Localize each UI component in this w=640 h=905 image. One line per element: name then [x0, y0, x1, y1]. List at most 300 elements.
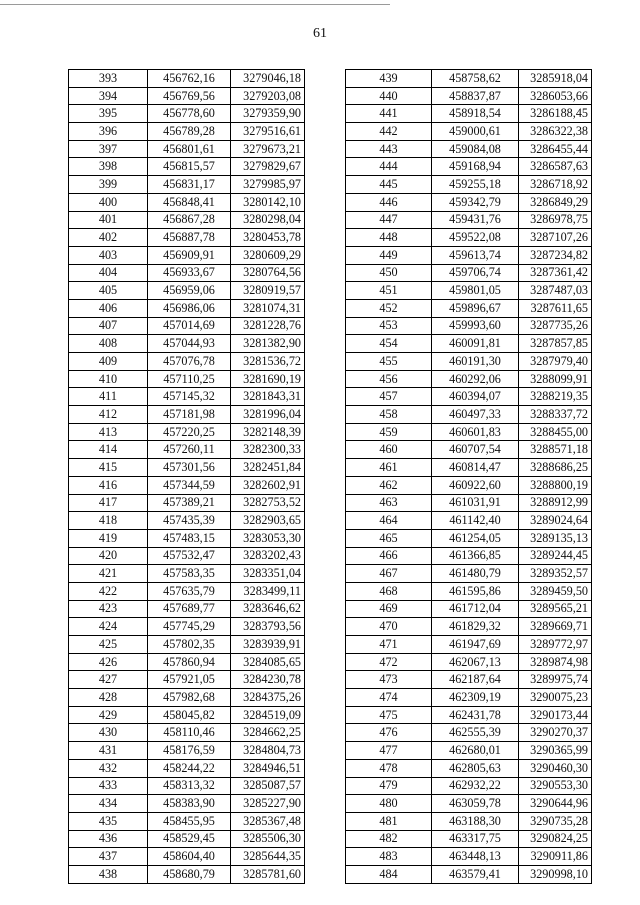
table-row [69, 476, 305, 494]
y-coordinate-cell: 3284946,51 [231, 759, 305, 777]
y-coordinate-cell: 3282148,39 [231, 423, 305, 441]
table-row [346, 335, 592, 353]
point-number-cell: 435 [69, 812, 148, 830]
point-number-cell: 410 [69, 370, 148, 388]
point-number-cell: 408 [69, 335, 148, 353]
point-number-cell: 478 [346, 759, 432, 777]
point-number-cell: 465 [346, 529, 432, 547]
x-coordinate-cell: 457389,21 [148, 494, 231, 512]
table-row [346, 140, 592, 158]
y-coordinate-cell: 3290824,25 [519, 830, 592, 848]
point-number-cell: 432 [69, 759, 148, 777]
x-coordinate-cell: 459801,05 [432, 282, 519, 300]
point-number-cell: 475 [346, 706, 432, 724]
table-row [346, 830, 592, 848]
y-coordinate-cell: 3284230,78 [231, 671, 305, 689]
point-number-cell: 446 [346, 193, 432, 211]
y-coordinate-cell: 3290553,30 [519, 777, 592, 795]
point-number-cell: 397 [69, 140, 148, 158]
x-coordinate-cell: 459342,79 [432, 193, 519, 211]
point-number-cell: 469 [346, 600, 432, 618]
x-coordinate-cell: 457110,25 [148, 370, 231, 388]
table-row [69, 282, 305, 300]
point-number-cell: 399 [69, 176, 148, 194]
table-row [69, 317, 305, 335]
x-coordinate-cell: 459168,94 [432, 158, 519, 176]
coordinate-table-right [345, 69, 592, 884]
point-number-cell: 457 [346, 388, 432, 406]
x-coordinate-cell: 457921,05 [148, 671, 231, 689]
point-number-cell: 466 [346, 547, 432, 565]
y-coordinate-cell: 3285227,90 [231, 795, 305, 813]
y-coordinate-cell: 3290173,44 [519, 706, 592, 724]
x-coordinate-cell: 463188,30 [432, 812, 519, 830]
y-coordinate-cell: 3287857,85 [519, 335, 592, 353]
table-row [346, 494, 592, 512]
point-number-cell: 409 [69, 353, 148, 371]
y-coordinate-cell: 3289244,45 [519, 547, 592, 565]
y-coordinate-cell: 3290075,23 [519, 689, 592, 707]
table-row [69, 388, 305, 406]
x-coordinate-cell: 459522,08 [432, 229, 519, 247]
table-row [69, 246, 305, 264]
y-coordinate-cell: 3289565,21 [519, 600, 592, 618]
y-coordinate-cell: 3285644,35 [231, 848, 305, 866]
table-row [346, 759, 592, 777]
table-row [69, 441, 305, 459]
y-coordinate-cell: 3288337,72 [519, 406, 592, 424]
y-coordinate-cell: 3283351,04 [231, 565, 305, 583]
table-row [69, 759, 305, 777]
table-row [69, 582, 305, 600]
point-number-cell: 451 [346, 282, 432, 300]
table-row [69, 299, 305, 317]
point-number-cell: 459 [346, 423, 432, 441]
table-row [69, 406, 305, 424]
point-number-cell: 417 [69, 494, 148, 512]
table-row [346, 193, 592, 211]
x-coordinate-cell: 457802,35 [148, 636, 231, 654]
y-coordinate-cell: 3280919,57 [231, 282, 305, 300]
y-coordinate-cell: 3280764,56 [231, 264, 305, 282]
x-coordinate-cell: 458604,40 [148, 848, 231, 866]
x-coordinate-cell: 461712,04 [432, 600, 519, 618]
table-row [346, 459, 592, 477]
y-coordinate-cell: 3281382,90 [231, 335, 305, 353]
x-coordinate-cell: 456933,67 [148, 264, 231, 282]
x-coordinate-cell: 457860,94 [148, 653, 231, 671]
x-coordinate-cell: 460394,07 [432, 388, 519, 406]
point-number-cell: 402 [69, 229, 148, 247]
table-row [346, 742, 592, 760]
point-number-cell: 398 [69, 158, 148, 176]
table-row [346, 370, 592, 388]
table-row [69, 724, 305, 742]
x-coordinate-cell: 456762,16 [148, 70, 231, 88]
y-coordinate-cell: 3282903,65 [231, 512, 305, 530]
table-row [346, 317, 592, 335]
table-row [346, 282, 592, 300]
point-number-cell: 476 [346, 724, 432, 742]
point-number-cell: 421 [69, 565, 148, 583]
point-number-cell: 425 [69, 636, 148, 654]
table-row [346, 600, 592, 618]
table-row [346, 123, 592, 141]
table-row [69, 87, 305, 105]
x-coordinate-cell: 457260,11 [148, 441, 231, 459]
point-number-cell: 463 [346, 494, 432, 512]
y-coordinate-cell: 3285918,04 [519, 70, 592, 88]
point-number-cell: 423 [69, 600, 148, 618]
point-number-cell: 407 [69, 317, 148, 335]
point-number-cell: 483 [346, 848, 432, 866]
y-coordinate-cell: 3284804,73 [231, 742, 305, 760]
x-coordinate-cell: 456815,57 [148, 158, 231, 176]
point-number-cell: 447 [346, 211, 432, 229]
x-coordinate-cell: 461480,79 [432, 565, 519, 583]
x-coordinate-cell: 456778,60 [148, 105, 231, 123]
point-number-cell: 454 [346, 335, 432, 353]
x-coordinate-cell: 456909,91 [148, 246, 231, 264]
x-coordinate-cell: 460497,33 [432, 406, 519, 424]
x-coordinate-cell: 458918,54 [432, 105, 519, 123]
table-row [346, 582, 592, 600]
point-number-cell: 450 [346, 264, 432, 282]
table-row [69, 459, 305, 477]
point-number-cell: 441 [346, 105, 432, 123]
table-row [346, 476, 592, 494]
point-number-cell: 468 [346, 582, 432, 600]
point-number-cell: 420 [69, 547, 148, 565]
y-coordinate-cell: 3279359,90 [231, 105, 305, 123]
x-coordinate-cell: 458110,46 [148, 724, 231, 742]
y-coordinate-cell: 3290998,10 [519, 865, 592, 883]
y-coordinate-cell: 3280298,04 [231, 211, 305, 229]
y-coordinate-cell: 3279516,61 [231, 123, 305, 141]
table-row [69, 264, 305, 282]
point-number-cell: 393 [69, 70, 148, 88]
y-coordinate-cell: 3281536,72 [231, 353, 305, 371]
x-coordinate-cell: 457014,69 [148, 317, 231, 335]
y-coordinate-cell: 3289975,74 [519, 671, 592, 689]
x-coordinate-cell: 458383,90 [148, 795, 231, 813]
table-row [69, 105, 305, 123]
point-number-cell: 440 [346, 87, 432, 105]
y-coordinate-cell: 3289459,50 [519, 582, 592, 600]
point-number-cell: 445 [346, 176, 432, 194]
point-number-cell: 452 [346, 299, 432, 317]
x-coordinate-cell: 460707,54 [432, 441, 519, 459]
point-number-cell: 428 [69, 689, 148, 707]
table-row [69, 812, 305, 830]
table-row [346, 671, 592, 689]
point-number-cell: 436 [69, 830, 148, 848]
table-row [69, 547, 305, 565]
point-number-cell: 430 [69, 724, 148, 742]
table-row [69, 600, 305, 618]
table-row [346, 865, 592, 883]
point-number-cell: 460 [346, 441, 432, 459]
y-coordinate-cell: 3286718,92 [519, 176, 592, 194]
y-coordinate-cell: 3279673,21 [231, 140, 305, 158]
y-coordinate-cell: 3288099,91 [519, 370, 592, 388]
page-number: 61 [313, 26, 327, 41]
table-row [69, 370, 305, 388]
x-coordinate-cell: 461595,86 [432, 582, 519, 600]
x-coordinate-cell: 460292,06 [432, 370, 519, 388]
x-coordinate-cell: 459000,61 [432, 123, 519, 141]
y-coordinate-cell: 3286849,29 [519, 193, 592, 211]
y-coordinate-cell: 3287735,26 [519, 317, 592, 335]
point-number-cell: 400 [69, 193, 148, 211]
table-row [346, 618, 592, 636]
y-coordinate-cell: 3281996,04 [231, 406, 305, 424]
y-coordinate-cell: 3283053,30 [231, 529, 305, 547]
x-coordinate-cell: 458837,87 [432, 87, 519, 105]
x-coordinate-cell: 461947,69 [432, 636, 519, 654]
table-row [346, 529, 592, 547]
point-number-cell: 439 [346, 70, 432, 88]
point-number-cell: 426 [69, 653, 148, 671]
y-coordinate-cell: 3289135,13 [519, 529, 592, 547]
table-row [69, 529, 305, 547]
x-coordinate-cell: 459431,76 [432, 211, 519, 229]
y-coordinate-cell: 3287107,26 [519, 229, 592, 247]
table-row [346, 105, 592, 123]
y-coordinate-cell: 3288571,18 [519, 441, 592, 459]
table-row [69, 176, 305, 194]
table-row [346, 176, 592, 194]
x-coordinate-cell: 458680,79 [148, 865, 231, 883]
table-row [69, 830, 305, 848]
table-row [346, 724, 592, 742]
table-row [346, 229, 592, 247]
header-rule [0, 4, 390, 5]
table-row [69, 353, 305, 371]
x-coordinate-cell: 457483,15 [148, 529, 231, 547]
point-number-cell: 479 [346, 777, 432, 795]
y-coordinate-cell: 3283646,62 [231, 600, 305, 618]
x-coordinate-cell: 459706,74 [432, 264, 519, 282]
table-row [346, 70, 592, 88]
y-coordinate-cell: 3282300,33 [231, 441, 305, 459]
x-coordinate-cell: 462187,64 [432, 671, 519, 689]
table-row [346, 653, 592, 671]
y-coordinate-cell: 3281843,31 [231, 388, 305, 406]
x-coordinate-cell: 456848,41 [148, 193, 231, 211]
point-number-cell: 482 [346, 830, 432, 848]
point-number-cell: 472 [346, 653, 432, 671]
table-row [346, 423, 592, 441]
x-coordinate-cell: 457435,39 [148, 512, 231, 530]
point-number-cell: 413 [69, 423, 148, 441]
point-number-cell: 481 [346, 812, 432, 830]
y-coordinate-cell: 3285367,48 [231, 812, 305, 830]
x-coordinate-cell: 462309,19 [432, 689, 519, 707]
x-coordinate-cell: 461829,32 [432, 618, 519, 636]
y-coordinate-cell: 3288912,99 [519, 494, 592, 512]
x-coordinate-cell: 458758,62 [432, 70, 519, 88]
table-row [346, 264, 592, 282]
y-coordinate-cell: 3280453,78 [231, 229, 305, 247]
table-row [69, 423, 305, 441]
point-number-cell: 437 [69, 848, 148, 866]
table-row [69, 865, 305, 883]
point-number-cell: 438 [69, 865, 148, 883]
y-coordinate-cell: 3287487,03 [519, 282, 592, 300]
point-number-cell: 480 [346, 795, 432, 813]
table-row [69, 689, 305, 707]
y-coordinate-cell: 3283939,91 [231, 636, 305, 654]
y-coordinate-cell: 3290911,86 [519, 848, 592, 866]
point-number-cell: 406 [69, 299, 148, 317]
point-number-cell: 453 [346, 317, 432, 335]
y-coordinate-cell: 3287234,82 [519, 246, 592, 264]
table-row [69, 795, 305, 813]
y-coordinate-cell: 3279829,67 [231, 158, 305, 176]
x-coordinate-cell: 460814,47 [432, 459, 519, 477]
x-coordinate-cell: 460922,60 [432, 476, 519, 494]
table-row [346, 795, 592, 813]
x-coordinate-cell: 463317,75 [432, 830, 519, 848]
y-coordinate-cell: 3286322,38 [519, 123, 592, 141]
table-row [69, 335, 305, 353]
point-number-cell: 415 [69, 459, 148, 477]
y-coordinate-cell: 3285087,57 [231, 777, 305, 795]
y-coordinate-cell: 3283202,43 [231, 547, 305, 565]
y-coordinate-cell: 3279046,18 [231, 70, 305, 88]
table-row [69, 706, 305, 724]
point-number-cell: 455 [346, 353, 432, 371]
y-coordinate-cell: 3285781,60 [231, 865, 305, 883]
y-coordinate-cell: 3290460,30 [519, 759, 592, 777]
y-coordinate-cell: 3285506,30 [231, 830, 305, 848]
point-number-cell: 431 [69, 742, 148, 760]
y-coordinate-cell: 3286188,45 [519, 105, 592, 123]
y-coordinate-cell: 3286455,44 [519, 140, 592, 158]
y-coordinate-cell: 3286053,66 [519, 87, 592, 105]
y-coordinate-cell: 3282451,84 [231, 459, 305, 477]
point-number-cell: 401 [69, 211, 148, 229]
y-coordinate-cell: 3279985,97 [231, 176, 305, 194]
table-row [69, 565, 305, 583]
x-coordinate-cell: 457301,56 [148, 459, 231, 477]
point-number-cell: 394 [69, 87, 148, 105]
y-coordinate-cell: 3290270,37 [519, 724, 592, 742]
y-coordinate-cell: 3282753,52 [231, 494, 305, 512]
x-coordinate-cell: 461366,85 [432, 547, 519, 565]
point-number-cell: 458 [346, 406, 432, 424]
point-number-cell: 416 [69, 476, 148, 494]
x-coordinate-cell: 460191,30 [432, 353, 519, 371]
point-number-cell: 474 [346, 689, 432, 707]
point-number-cell: 444 [346, 158, 432, 176]
x-coordinate-cell: 456867,28 [148, 211, 231, 229]
x-coordinate-cell: 457145,32 [148, 388, 231, 406]
point-number-cell: 461 [346, 459, 432, 477]
table-row [346, 87, 592, 105]
x-coordinate-cell: 458176,59 [148, 742, 231, 760]
y-coordinate-cell: 3290735,28 [519, 812, 592, 830]
y-coordinate-cell: 3281690,19 [231, 370, 305, 388]
x-coordinate-cell: 461031,91 [432, 494, 519, 512]
table-row [69, 193, 305, 211]
table-row [346, 706, 592, 724]
table-row [69, 140, 305, 158]
y-coordinate-cell: 3287361,42 [519, 264, 592, 282]
point-number-cell: 403 [69, 246, 148, 264]
y-coordinate-cell: 3289874,98 [519, 653, 592, 671]
table-row [346, 812, 592, 830]
table-row [69, 229, 305, 247]
x-coordinate-cell: 457044,93 [148, 335, 231, 353]
table-row [69, 512, 305, 530]
point-number-cell: 471 [346, 636, 432, 654]
x-coordinate-cell: 462555,39 [432, 724, 519, 742]
y-coordinate-cell: 3283793,56 [231, 618, 305, 636]
x-coordinate-cell: 459896,67 [432, 299, 519, 317]
point-number-cell: 473 [346, 671, 432, 689]
x-coordinate-cell: 457689,77 [148, 600, 231, 618]
table-row [346, 636, 592, 654]
x-coordinate-cell: 459993,60 [432, 317, 519, 335]
x-coordinate-cell: 457181,98 [148, 406, 231, 424]
y-coordinate-cell: 3288800,19 [519, 476, 592, 494]
table-row [346, 512, 592, 530]
y-coordinate-cell: 3286978,75 [519, 211, 592, 229]
table-row [69, 671, 305, 689]
y-coordinate-cell: 3289772,97 [519, 636, 592, 654]
x-coordinate-cell: 457982,68 [148, 689, 231, 707]
x-coordinate-cell: 457745,29 [148, 618, 231, 636]
x-coordinate-cell: 456831,17 [148, 176, 231, 194]
y-coordinate-cell: 3288219,35 [519, 388, 592, 406]
x-coordinate-cell: 457220,25 [148, 423, 231, 441]
point-number-cell: 464 [346, 512, 432, 530]
table-row [346, 441, 592, 459]
x-coordinate-cell: 462932,22 [432, 777, 519, 795]
x-coordinate-cell: 457076,78 [148, 353, 231, 371]
table-row [69, 70, 305, 88]
x-coordinate-cell: 462680,01 [432, 742, 519, 760]
y-coordinate-cell: 3288686,25 [519, 459, 592, 477]
x-coordinate-cell: 457583,35 [148, 565, 231, 583]
y-coordinate-cell: 3284375,26 [231, 689, 305, 707]
x-coordinate-cell: 459255,18 [432, 176, 519, 194]
x-coordinate-cell: 462067,13 [432, 653, 519, 671]
table-row [69, 123, 305, 141]
table-row [69, 211, 305, 229]
x-coordinate-cell: 456789,28 [148, 123, 231, 141]
y-coordinate-cell: 3281228,76 [231, 317, 305, 335]
x-coordinate-cell: 459613,74 [432, 246, 519, 264]
table-row [346, 388, 592, 406]
x-coordinate-cell: 457532,47 [148, 547, 231, 565]
y-coordinate-cell: 3280142,10 [231, 193, 305, 211]
point-number-cell: 405 [69, 282, 148, 300]
table-row [346, 848, 592, 866]
table-row [346, 547, 592, 565]
coordinate-table-left [68, 69, 305, 884]
y-coordinate-cell: 3282602,91 [231, 476, 305, 494]
x-coordinate-cell: 459084,08 [432, 140, 519, 158]
y-coordinate-cell: 3281074,31 [231, 299, 305, 317]
y-coordinate-cell: 3287611,65 [519, 299, 592, 317]
x-coordinate-cell: 456769,56 [148, 87, 231, 105]
y-coordinate-cell: 3284662,25 [231, 724, 305, 742]
x-coordinate-cell: 462431,78 [432, 706, 519, 724]
x-coordinate-cell: 458455,95 [148, 812, 231, 830]
